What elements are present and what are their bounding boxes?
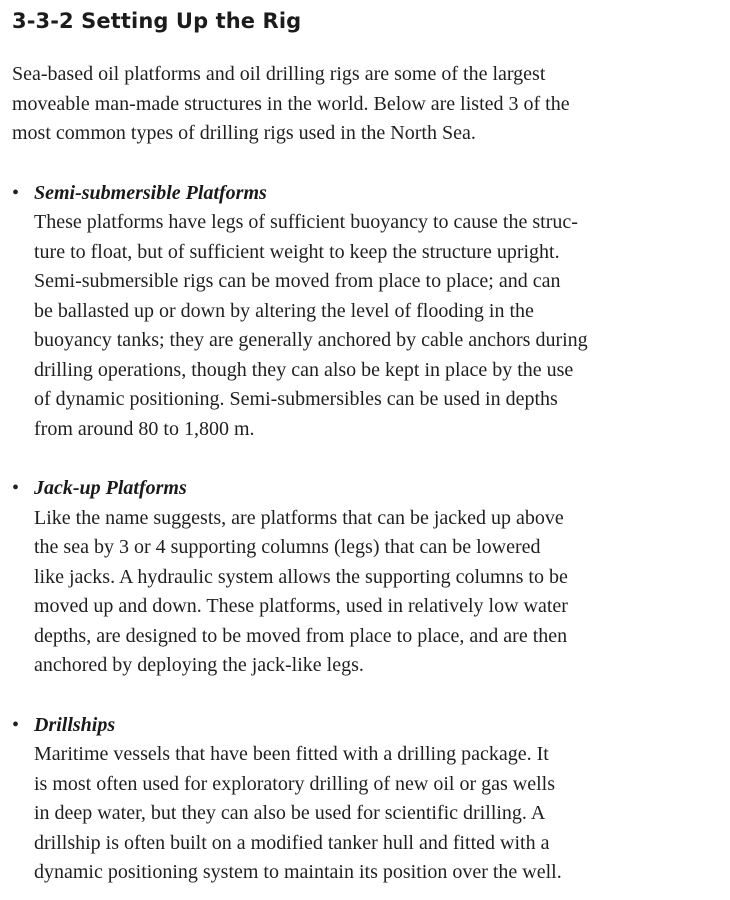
description-line: anchored by deploying the jack-like legs. [34, 654, 364, 676]
description-line: drillship is often built on a modified tanker hull and fitted with a [34, 831, 550, 854]
rig-description [34, 740, 712, 888]
description-line: like jacks. A hydraulic system allows the supporting columns to be [34, 565, 568, 588]
document-page [12, 0, 712, 888]
description-line: depths, are designed to be moved from place to place, and are then [34, 624, 568, 647]
intro-paragraph [12, 60, 712, 149]
rig-description [34, 208, 712, 444]
description-line: These platforms have legs of sufficient buoyancy to cause the struc- [34, 211, 578, 233]
bullet-icon: • [12, 477, 20, 499]
description-line: Like the name suggests, are platforms that can be jacked up above [34, 506, 564, 529]
description-line: of dynamic positioning. Semi-submersibles can be used in depths [34, 388, 558, 410]
rig-types-list [12, 179, 712, 888]
description-line: dynamic positioning system to maintain its position over the well. [34, 861, 562, 883]
rig-description [34, 504, 712, 681]
description-line: the sea by 3 or 4 supporting columns (legs) that can be lowered [34, 536, 541, 558]
description-line: ture to float, but of sufficient weight to keep the structure upright. [34, 240, 560, 263]
rig-title: Drillships [34, 713, 116, 736]
rig-title: Jack-up Platforms [34, 477, 187, 499]
description-line: drilling operations, though they can also be kept in place by the use [34, 358, 574, 381]
description-line: Maritime vessels that have been fitted with a drilling package. It [34, 743, 549, 765]
description-line: Semi-submersible rigs can be moved from place to place; and can [34, 270, 561, 292]
intro-line: Sea-based oil platforms and oil drilling rigs are some of the largest [12, 63, 546, 85]
description-line: buoyancy tanks; they are generally anchored by cable anchors during [34, 329, 588, 351]
description-line: is most often used for exploratory drilling of new oil or gas wells [34, 772, 556, 795]
rig-item-jack-up [12, 474, 712, 681]
description-line: moved up and down. These platforms, used in relatively low water [34, 595, 568, 617]
rig-item-semi-submersible [12, 179, 712, 445]
description-line: in deep water, but they can also be used for scientific drilling. A [34, 802, 546, 824]
section-heading: 3-3-2 Setting Up the Rig [12, 9, 302, 33]
intro-line: most common types of drilling rigs used in the North Sea. [12, 122, 476, 144]
intro-line: moveable man-made structures in the world. Below are listed 3 of the [12, 92, 570, 115]
bullet-icon: • [12, 713, 20, 736]
description-line: from around 80 to 1,800 m. [34, 417, 255, 440]
bullet-icon: • [12, 181, 20, 204]
rig-item-drillships [12, 711, 712, 888]
description-line: be ballasted up or down by altering the level of flooding in the [34, 299, 534, 322]
rig-title: Semi-submersible Platforms [34, 181, 267, 204]
